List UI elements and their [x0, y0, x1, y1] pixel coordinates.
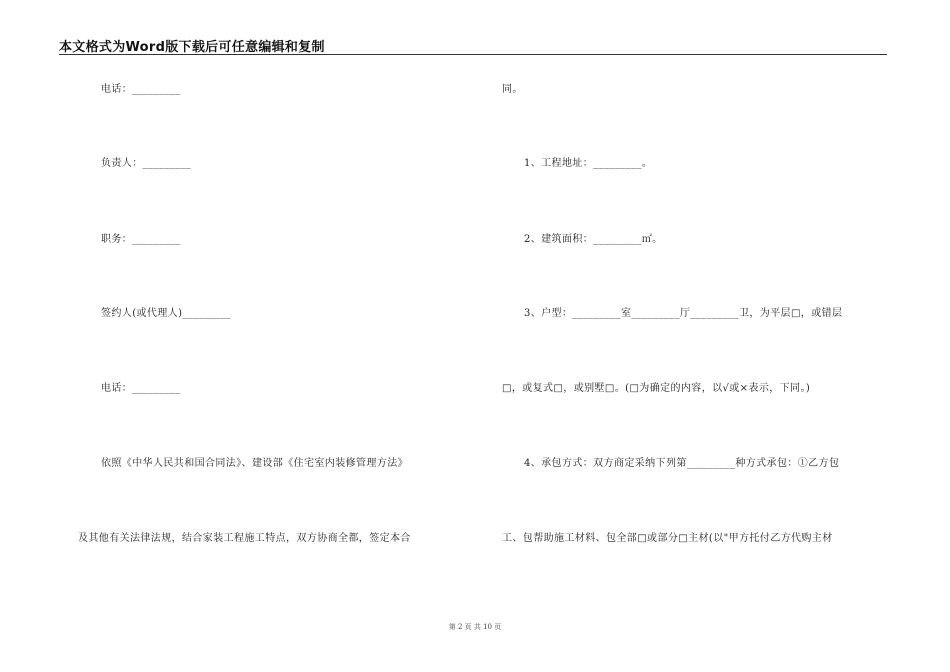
signatory-field: 签约人(或代理人)_________	[101, 308, 232, 319]
item-contract-method: 4、承包方式：双方商定采纳下列第_________种方式承包：①乙方包	[524, 458, 840, 469]
item-house-type-continued: □，或复式□，或别墅□。(□为确定的内容，以√或×表示，下同。)	[502, 383, 811, 394]
law-paragraph-line-1: 依照《中华人民共和国合同法》、建设部《住宅室内装修管理方法》	[101, 458, 408, 469]
item-project-address: 1、工程地址：_________。	[524, 158, 653, 169]
item-contract-method-continued: 工、包帮助施工材料、包全部□或部分□主材(以"甲方托付乙方代购主材	[502, 533, 833, 544]
manager-field: 负责人：_________	[101, 158, 192, 169]
header-rule	[59, 54, 887, 55]
paragraph-continuation: 同。	[502, 84, 523, 95]
phone-field-1: 电话：_________	[101, 84, 181, 95]
position-field: 职务：_________	[101, 234, 181, 245]
item-house-type: 3、户型：_________室_________厅_________卫，为平层□，或错层	[524, 308, 843, 319]
law-paragraph-line-2: 及其他有关法律法规，结合家装工程施工特点，双方协商全都，签定本合	[78, 533, 411, 544]
phone-field-2: 电话：_________	[101, 383, 181, 394]
document-header-title: 本文格式为Word版下载后可任意编辑和复制	[59, 40, 325, 55]
item-building-area: 2、建筑面积：_________㎡。	[524, 234, 663, 245]
page-number: 第 2 页 共 10 页	[448, 623, 502, 631]
